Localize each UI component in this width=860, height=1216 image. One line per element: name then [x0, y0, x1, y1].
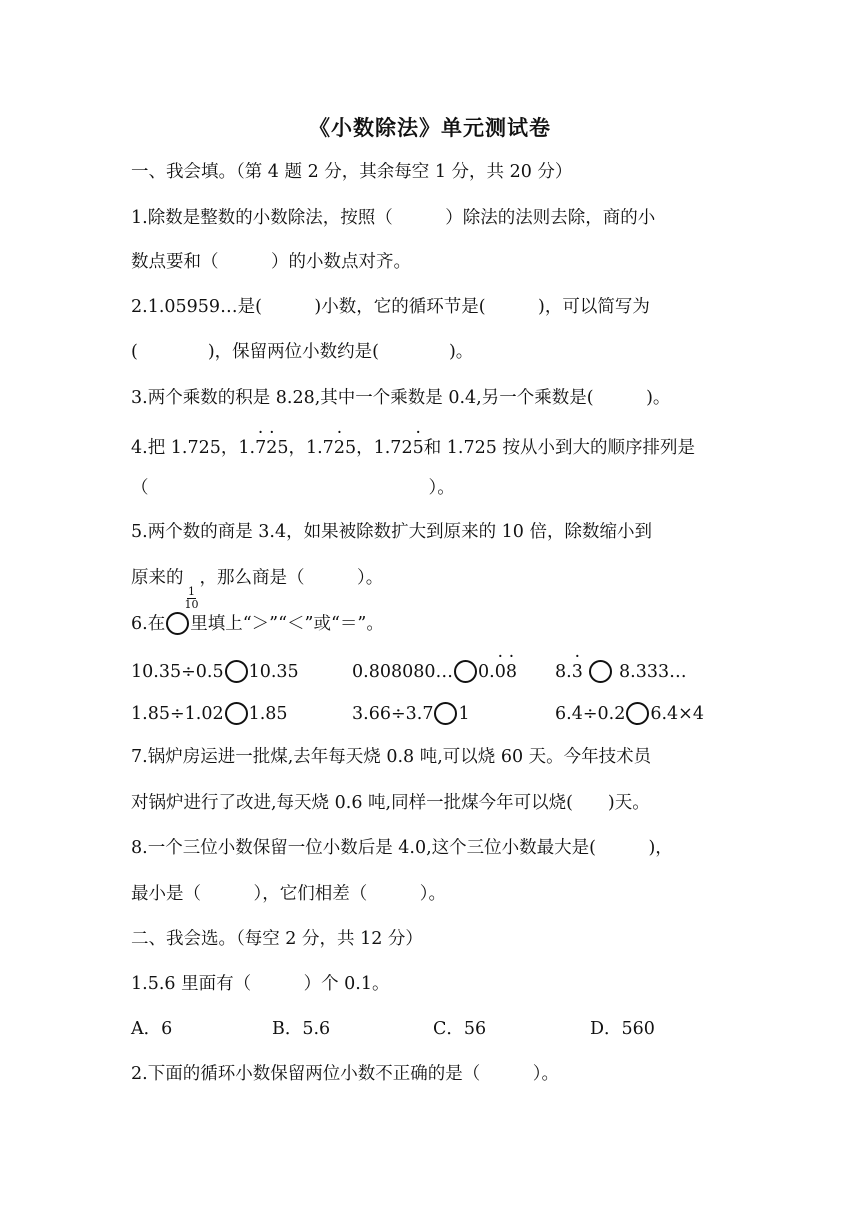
option-a[interactable]: A．6 [131, 1019, 173, 1039]
q6-right: 8.333… [619, 662, 687, 682]
q6-item-r1c1 [131, 660, 299, 684]
option-b[interactable]: B．5.6 [272, 1019, 331, 1039]
question-3: 3.两个乘数的积是 8.28,其中一个乘数是 0.4,另一个乘数是( )。 [131, 388, 671, 408]
dotted-digit: · 8 [506, 660, 517, 684]
comparison-circle[interactable] [434, 702, 457, 725]
question-5-line-2 [131, 566, 383, 611]
option-d[interactable]: D．560 [590, 1019, 655, 1039]
q4-n2-dotted-2: · 2 [266, 436, 277, 460]
question-1-line-2: 数点要和（ ）的小数点对齐。 [131, 252, 411, 272]
fraction-numerator: 1 [188, 585, 195, 598]
question-8-line-1: 8.一个三位小数保留一位小数后是 4.0,这个三位小数最大是( )， [131, 838, 673, 858]
section2-heading: 二、我会选。（每空 2 分，共 12 分） [131, 929, 423, 949]
q6-item-r2c1 [131, 702, 288, 726]
question-8-line-2: 最小是（ ），它们相差（ ）。 [131, 884, 446, 904]
q6-item-r1c2 [352, 660, 517, 684]
question-2-line-1: 2.1.05959…是( )小数，它的循环节是( )，可以简写为 [131, 297, 650, 317]
option-c[interactable]: C．56 [433, 1019, 487, 1039]
q6-right: 1 [458, 704, 470, 724]
q4-mid2: ，1.72 [356, 438, 413, 458]
dotted-digit: · 3 [572, 660, 583, 684]
question-4-line-2: （ ）。 [131, 478, 455, 498]
q6-left: 3.66÷3.7 [352, 704, 434, 724]
q6-left: 0.808080… [352, 662, 454, 682]
comparison-circle[interactable] [166, 612, 189, 635]
q6-pre: 6.在 [131, 614, 166, 634]
q6-right: 6.4×4 [650, 704, 704, 724]
question-7-line-1: 7.锅炉房运进一批煤,去年每天烧 0.8 吨,可以烧 60 天。今年技术员 [131, 747, 652, 767]
section1-heading: 一、我会填。（第 4 题 2 分，其余每空 1 分，共 20 分） [131, 162, 573, 182]
fraction-denominator: 10 [184, 598, 199, 611]
comparison-circle[interactable] [225, 702, 248, 725]
q4-n2-last: 5 [277, 438, 289, 458]
q5-pre: 原来的 [131, 568, 184, 588]
q6-left: 6.4÷0.2 [555, 704, 626, 724]
section2-question-2: 2.下面的循环小数保留两位小数不正确的是（ ）。 [131, 1064, 559, 1084]
page-title: 《小数除法》单元测试卷 [309, 116, 551, 140]
q5-fraction [185, 586, 199, 611]
comparison-circle[interactable] [225, 660, 248, 683]
question-5-line-1: 5.两个数的商是 3.4，如果被除数扩大到原来的 10 倍，除数缩小到 [131, 522, 652, 542]
comparison-circle[interactable] [589, 660, 612, 683]
q6-left: 8. [555, 662, 572, 682]
q6-item-r2c2 [352, 702, 470, 726]
question-7-line-2: 对锅炉进行了改进,每天烧 0.6 吨,同样一批煤今年可以烧( )天。 [131, 793, 650, 813]
q6-item-r1c3 [555, 660, 687, 684]
q4-n2-dotted-7: · 7 [255, 436, 266, 460]
q6-right: 0. [478, 662, 495, 682]
q6-left: 1.85÷1.02 [131, 704, 224, 724]
q6-right: 10.35 [248, 662, 299, 682]
q4-n4-dotted-5: · 5 [413, 436, 424, 460]
comparison-circle[interactable] [454, 660, 477, 683]
q4-prefix: 4.把 1.725，1. [131, 438, 256, 458]
question-4-line-1 [131, 436, 695, 460]
question-2-line-2: ( )，保留两位小数约是( )。 [131, 342, 474, 362]
q4-suffix: 和 1.725 按从小到大的顺序排列是 [423, 438, 695, 458]
q6-right: 1.85 [248, 704, 288, 724]
q6-post: 里填上“＞”“＜”或“＝”。 [190, 614, 384, 634]
q6-item-r2c3 [555, 702, 704, 726]
question-1-line-1: 1.除数是整数的小数除法，按照（ ）除法的法则去除，商的小 [131, 208, 656, 228]
q4-mid1: ，1.7 [288, 438, 334, 458]
section2-question-1: 1.5.6 里面有（ ）个 0.1。 [131, 974, 390, 994]
q4-n3-last: 5 [344, 438, 357, 458]
question-6-instruction [131, 612, 384, 636]
q6-left: 10.35÷0.5 [131, 662, 224, 682]
comparison-circle[interactable] [626, 702, 649, 725]
q5-post: ，那么商是（ ）。 [199, 568, 384, 588]
q4-n3-dotted-2: · 2 [334, 436, 345, 460]
dotted-digit: · 0 [495, 660, 506, 684]
